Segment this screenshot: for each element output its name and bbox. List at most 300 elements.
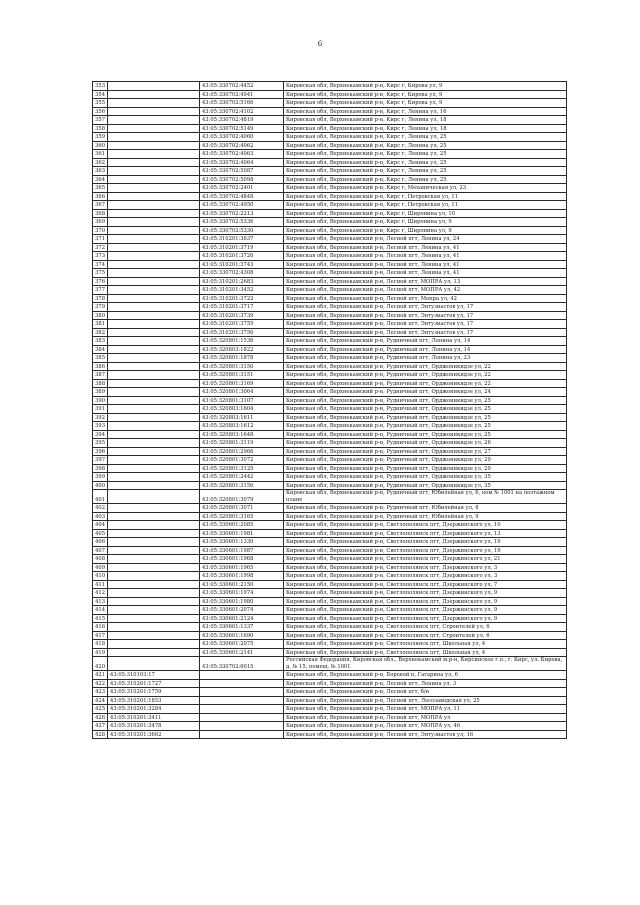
cadastral-number-a (108, 218, 200, 227)
cadastral-number-b: 43:05:330702:4848 (200, 192, 284, 201)
cadastral-number-b: 43:05:310201:3717 (200, 303, 284, 312)
table-row (93, 150, 567, 159)
table-row (93, 679, 567, 688)
cadastral-number-b: 43:05:310201:3637 (200, 235, 284, 244)
cadastral-number-a (108, 124, 200, 133)
address-cell: Кировская обл, Верхнекамский р-н, Кирс г, Ленина ул, 18 (284, 116, 567, 125)
cadastral-number-b: 43:05:310201:3743 (200, 260, 284, 269)
row-number: 402 (93, 504, 108, 513)
cadastral-number-b: 43:05:310201:3726 (200, 252, 284, 261)
address-cell: Кировская обл, Верхнекамский р-н, Светлополянск пгт, Дзержинского ул, 9 (284, 614, 567, 623)
table-row (93, 529, 567, 538)
address-cell: Кировская обл, Верхнекамский р-н, Рудничный пгт, Орджоникидзе ул, 26 (284, 439, 567, 448)
cadastral-number-a (108, 201, 200, 210)
cadastral-number-a (108, 226, 200, 235)
cadastral-number-b: 43:05:310201:2683 (200, 277, 284, 286)
cadastral-number-b (200, 722, 284, 731)
row-number: 372 (93, 243, 108, 252)
cadastral-number-a (108, 133, 200, 142)
cadastral-number-a (108, 269, 200, 278)
row-number: 369 (93, 218, 108, 227)
cadastral-number-a (108, 107, 200, 116)
cadastral-number-a: 43:05:310103:17 (108, 671, 200, 680)
row-number: 380 (93, 311, 108, 320)
row-number: 379 (93, 303, 108, 312)
table-row (93, 116, 567, 125)
cadastral-number-b (200, 671, 284, 680)
table-row (93, 107, 567, 116)
table-row (93, 252, 567, 261)
cadastral-number-b: 43:05:330601:2150 (200, 580, 284, 589)
table-row (93, 597, 567, 606)
table-row (93, 345, 567, 354)
cadastral-number-a (108, 192, 200, 201)
table-row (93, 175, 567, 184)
cadastral-number-a (108, 456, 200, 465)
table-row (93, 521, 567, 530)
cadastral-number-b: 43:05:330702:5149 (200, 124, 284, 133)
table-row (93, 422, 567, 431)
cadastral-number-b: 43:05:320801:3064 (200, 388, 284, 397)
cadastral-number-a (108, 606, 200, 615)
address-cell: Кировская обл, Верхнекамский р-н, Кирс г, Ленина ул, 25 (284, 175, 567, 184)
row-number: 408 (93, 555, 108, 564)
address-cell: Российская Федерация, Кировская обл., Верхнекамский м.р-н, Кирсинское г.п., г. Кирс, ул. Кирова, д. № 15, помещ. № 1001 (284, 657, 567, 671)
address-cell: Кировская обл, Верхнекамский р-н, Кирс г, Широнина ул, 9 (284, 226, 567, 235)
row-number: 419 (93, 648, 108, 657)
cadastral-number-a (108, 235, 200, 244)
cadastral-number-a (108, 538, 200, 547)
table-row (93, 328, 567, 337)
address-cell: Кировская обл, Верхнекамский р-н, Рудничный пгт, Орджоникидзе ул, 22 (284, 362, 567, 371)
row-number: 415 (93, 614, 108, 623)
table-row (93, 713, 567, 722)
table-row (93, 311, 567, 320)
cadastral-number-b (200, 713, 284, 722)
row-number: 375 (93, 269, 108, 278)
table-row (93, 538, 567, 547)
address-cell: Кировская обл, Верхнекамский р-н, Светлополянск пгт, Дзержинского ул, 3 (284, 572, 567, 581)
row-number: 359 (93, 133, 108, 142)
table-row (93, 124, 567, 133)
cadastral-number-b: 43:05:330702:5330 (200, 226, 284, 235)
cadastral-number-b: 43:05:330702:6015 (200, 657, 284, 671)
row-number: 393 (93, 422, 108, 431)
address-cell: Кировская обл, Верхнекамский р-н, Рудничный пгт, Юбилейная ул, 9 (284, 512, 567, 521)
address-cell: Кировская обл, Верхнекамский р-н, Лесной пгт, Ленина ул, 24 (284, 235, 567, 244)
address-cell: Кировская обл, Верхнекамский р-н, Рудничный пгт, Орджоникидзе ул, 27 (284, 447, 567, 456)
table-row (93, 320, 567, 329)
cadastral-number-b: 43:05:330702:4064 (200, 158, 284, 167)
address-cell: Кировская обл, Верхнекамский р-н, Боровой п, Гагарина ул, 6 (284, 671, 567, 680)
cadastral-number-b (200, 679, 284, 688)
row-number: 374 (93, 260, 108, 269)
row-number: 363 (93, 167, 108, 176)
row-number: 428 (93, 730, 108, 739)
table-row (93, 243, 567, 252)
cadastral-number-b: 43:05:330702:4063 (200, 150, 284, 159)
cadastral-number-a (108, 589, 200, 598)
row-number: 405 (93, 529, 108, 538)
row-number: 400 (93, 481, 108, 490)
cadastral-number-a (108, 521, 200, 530)
row-number: 410 (93, 572, 108, 581)
address-cell: Кировская обл, Верхнекамский р-н, Рудничный пгт, Орджоникидзе ул, 25 (284, 413, 567, 422)
address-cell: Кировская обл, Верхнекамский р-н, Лесной пгт, МОПРА ул (284, 713, 567, 722)
address-cell: Кировская обл, Верхнекамский р-н, Светлополянск пгт, Дзержинского ул, 7 (284, 580, 567, 589)
cadastral-number-a (108, 82, 200, 91)
cadastral-number-a (108, 354, 200, 363)
cadastral-number-a (108, 252, 200, 261)
address-cell: Кировская обл, Верхнекамский р-н, Лесной пгт, Ленина ул, 41 (284, 269, 567, 278)
row-number: 396 (93, 447, 108, 456)
table-row (93, 354, 567, 363)
cadastral-number-a (108, 184, 200, 193)
row-number: 395 (93, 439, 108, 448)
row-number: 394 (93, 430, 108, 439)
table-row (93, 730, 567, 739)
cadastral-number-a (108, 555, 200, 564)
row-number: 411 (93, 580, 108, 589)
table-row (93, 572, 567, 581)
table-row (93, 481, 567, 490)
cadastral-number-a (108, 580, 200, 589)
table-row (93, 226, 567, 235)
cadastral-number-b: 43:05:320803:1822 (200, 345, 284, 354)
cadastral-number-b: 43:05:330601:2074 (200, 606, 284, 615)
row-number: 392 (93, 413, 108, 422)
row-number: 391 (93, 405, 108, 414)
cadastral-number-a (108, 546, 200, 555)
cadastral-number-b: 43:05:330601:1981 (200, 529, 284, 538)
cadastral-number-a (108, 504, 200, 513)
row-number: 424 (93, 696, 108, 705)
address-cell: Кировская обл, Верхнекамский р-н, Кирс г, Ленина ул, 25 (284, 167, 567, 176)
cadastral-number-b: 43:05:330601:2124 (200, 614, 284, 623)
cadastral-number-b: 43:05:310201:3719 (200, 243, 284, 252)
cadastral-number-a (108, 623, 200, 632)
cadastral-number-b: 43:05:320801:1536 (200, 337, 284, 346)
address-cell: Кировская обл, Верхнекамский р-н, Светлополянск пгт, Дзержинского ул, 9 (284, 606, 567, 615)
cadastral-number-b: 43:05:310201:3739 (200, 311, 284, 320)
table-row (93, 158, 567, 167)
cadastral-number-b: 43:05:320803:1612 (200, 422, 284, 431)
table-row (93, 640, 567, 649)
cadastral-number-a (108, 150, 200, 159)
row-number: 397 (93, 456, 108, 465)
address-cell: Кировская обл, Верхнекамский р-н, Лесной пгт, Ленина ул, 3 (284, 679, 567, 688)
address-cell: Кировская обл, Верхнекамский р-н, Лесной пгт, Ленина ул, 41 (284, 252, 567, 261)
table-row (93, 546, 567, 555)
cadastral-number-a (108, 379, 200, 388)
address-cell: Кировская обл, Верхнекамский р-н, Кирс г, Петровская ул, 11 (284, 201, 567, 210)
table-row (93, 192, 567, 201)
table-row (93, 464, 567, 473)
address-cell: Кировская обл, Верхнекамский р-н, Лесной пгт, МОПРА ул, 11 (284, 705, 567, 714)
row-number: 381 (93, 320, 108, 329)
cadastral-number-a: 43:05:310201:3284 (108, 705, 200, 714)
cadastral-number-b: 43:05:330601:1980 (200, 597, 284, 606)
cadastral-number-a (108, 422, 200, 431)
table-row (93, 657, 567, 671)
cadastral-number-a (108, 311, 200, 320)
address-cell: Кировская обл, Верхнекамский р-н, Кирс г, Ленина ул, 18 (284, 124, 567, 133)
address-cell: Кировская обл, Верхнекамский р-н, Рудничный пгт, Орджоникидзе ул, 35 (284, 481, 567, 490)
cadastral-number-a: 43:05:310201:1853 (108, 696, 200, 705)
table-row (93, 456, 567, 465)
address-cell: Кировская обл, Верхнекамский р-н, Кирс г, Ленина ул, 25 (284, 158, 567, 167)
table-row (93, 671, 567, 680)
table-row (93, 648, 567, 657)
cadastral-number-b: 43:05:320801:3071 (200, 504, 284, 513)
row-number: 353 (93, 82, 108, 91)
table-row (93, 430, 567, 439)
address-cell: Кировская обл, Верхнекамский р-н, Светлополянск пгт, Школьная ул, 4 (284, 648, 567, 657)
address-cell: Кировская обл, Верхнекамский р-н, Лесной пгт, Энтузиастов ул, 17 (284, 320, 567, 329)
address-cell: Кировская обл, Верхнекамский р-н, Кирс г, Широнина ул, 10 (284, 209, 567, 218)
address-cell: Кировская обл, Верхнекамский р-н, Кирс г, Ленина ул, 25 (284, 150, 567, 159)
row-number: 360 (93, 141, 108, 150)
cadastral-number-b: 43:05:320801:3151 (200, 371, 284, 380)
table-row (93, 362, 567, 371)
row-number: 399 (93, 473, 108, 482)
cadastral-number-a (108, 209, 200, 218)
cadastral-number-a: 43:05:310201:3478 (108, 722, 200, 731)
address-cell: Кировская обл, Верхнекамский р-н, Рудничный пгт, Ленина ул, 14 (284, 345, 567, 354)
row-number: 365 (93, 184, 108, 193)
table-row (93, 447, 567, 456)
cadastral-number-a (108, 277, 200, 286)
table-row (93, 277, 567, 286)
table-row (93, 99, 567, 108)
cadastral-number-b: 43:05:320801:3169 (200, 379, 284, 388)
row-number: 377 (93, 286, 108, 295)
address-cell: Кировская обл, Верхнекамский р-н, Светлополянск пгт, Дзержинского ул, 19 (284, 538, 567, 547)
cadastral-number-b: 43:05:330702:2213 (200, 209, 284, 218)
cadastral-number-a (108, 563, 200, 572)
cadastral-number-a (108, 99, 200, 108)
row-number: 368 (93, 209, 108, 218)
row-number: 420 (93, 657, 108, 671)
cadastral-number-b: 43:05:330702:5336 (200, 218, 284, 227)
registry-body (93, 82, 567, 739)
cadastral-number-b: 43:05:320801:2966 (200, 447, 284, 456)
row-number: 386 (93, 362, 108, 371)
cadastral-number-b: 43:05:320801:3125 (200, 464, 284, 473)
address-cell: Кировская обл, Верхнекамский р-н, Лесной пгт, Энтузиастов ул, 17 (284, 303, 567, 312)
cadastral-number-a (108, 430, 200, 439)
cadastral-number-a (108, 158, 200, 167)
cadastral-number-a (108, 328, 200, 337)
row-number: 416 (93, 623, 108, 632)
address-cell: Кировская обл, Верхнекамский р-н, Рудничный пгт, Ленина ул, 23 (284, 354, 567, 363)
address-cell: Кировская обл, Верхнекамский р-н, Рудничный пгт, Орджоникидзе ул, 25 (284, 430, 567, 439)
address-cell: Кировская обл, Верхнекамский р-н, Рудничный пгт, Орджоникидзе ул, 35 (284, 473, 567, 482)
address-cell: Кировская обл, Верхнекамский р-н, Рудничный пгт, Орджоникидзе ул, 22 (284, 379, 567, 388)
table-row (93, 184, 567, 193)
cadastral-number-a (108, 631, 200, 640)
table-row (93, 589, 567, 598)
row-number: 373 (93, 252, 108, 261)
row-number: 401 (93, 490, 108, 504)
table-row (93, 371, 567, 380)
cadastral-number-b: 43:05:310201:3755 (200, 320, 284, 329)
address-cell: Кировская обл, Верхнекамский р-н, Светлополянск пгт, Дзержинского ул, 21 (284, 555, 567, 564)
row-number: 387 (93, 371, 108, 380)
cadastral-number-a (108, 413, 200, 422)
cadastral-number-a: 43:05:310201:3411 (108, 713, 200, 722)
address-cell: Кировская обл, Верхнекамский р-н, Светлополянск пгт, Дзержинского ул, 19 (284, 546, 567, 555)
row-number: 389 (93, 388, 108, 397)
address-cell: Кировская обл, Верхнекамский р-н, Рудничный пгт, Орджоникидзе ул, 25 (284, 405, 567, 414)
cadastral-number-a (108, 473, 200, 482)
cadastral-number-a (108, 243, 200, 252)
address-cell: Кировская обл, Верхнекамский р-н, Рудничный пгт, Юбилейная ул, 8 (284, 504, 567, 513)
row-number: 427 (93, 722, 108, 731)
address-cell: Кировская обл, Верхнекамский р-н, Лесной пгт, Энтузиастов ул, 17 (284, 328, 567, 337)
row-number: 398 (93, 464, 108, 473)
address-cell: Кировская обл, Верхнекамский р-н, Лесной пгт, Лесозаводская ул, 25 (284, 696, 567, 705)
cadastral-number-b: 43:05:330601:1337 (200, 623, 284, 632)
cadastral-number-a (108, 648, 200, 657)
address-cell: Кировская обл, Верхнекамский р-н, Лесной пгт, Энтузиастов ул, 16 (284, 730, 567, 739)
cadastral-number-a: 43:05:310201:1759 (108, 688, 200, 697)
table-row (93, 167, 567, 176)
cadastral-number-b (200, 730, 284, 739)
row-number: 423 (93, 688, 108, 697)
table-row (93, 555, 567, 564)
cadastral-number-b: 43:05:330601:2075 (200, 640, 284, 649)
cadastral-number-a (108, 90, 200, 99)
row-number: 403 (93, 512, 108, 521)
table-row (93, 303, 567, 312)
cadastral-number-b: 43:05:330702:4060 (200, 133, 284, 142)
table-row (93, 473, 567, 482)
cadastral-number-b: 43:05:330702:4950 (200, 201, 284, 210)
row-number: 358 (93, 124, 108, 133)
table-row (93, 705, 567, 714)
address-cell: Кировская обл, Верхнекамский р-н, Светлополянск пгт, Дзержинского ул, 13 (284, 529, 567, 538)
address-cell: Кировская обл, Верхнекамский р-н, Светлополянск пгт, Дзержинского ул, 3 (284, 563, 567, 572)
cadastral-number-a: 43:05:310201:1727 (108, 679, 200, 688)
table-row (93, 563, 567, 572)
address-cell: Кировская обл, Верхнекамский р-н, Рудничный пгт, Орджоникидзе ул, 24 (284, 388, 567, 397)
row-number: 390 (93, 396, 108, 405)
cadastral-number-a (108, 572, 200, 581)
cadastral-number-b: 43:05:320803:1648 (200, 430, 284, 439)
cadastral-number-b: 43:05:320801:3156 (200, 481, 284, 490)
cadastral-number-b: 43:05:330702:4102 (200, 107, 284, 116)
table-row (93, 696, 567, 705)
row-number: 388 (93, 379, 108, 388)
address-cell: Кировская обл, Верхнекамский р-н, Лесной пгт, МОПРА ул, 46 (284, 722, 567, 731)
row-number: 421 (93, 671, 108, 680)
address-cell: Кировская обл, Верхнекамский р-н, Кирс г, Ленина ул, 25 (284, 141, 567, 150)
cadastral-number-a (108, 597, 200, 606)
cadastral-number-b: 43:05:330702:4941 (200, 90, 284, 99)
row-number: 414 (93, 606, 108, 615)
address-cell: Кировская обл, Верхнекамский р-н, Кирс г, Кирова ул, 9 (284, 90, 567, 99)
row-number: 362 (93, 158, 108, 167)
row-number: 409 (93, 563, 108, 572)
table-row (93, 269, 567, 278)
row-number: 366 (93, 192, 108, 201)
address-cell: Кировская обл, Верхнекамский р-н, Лесной пгт, б/н (284, 688, 567, 697)
address-cell: Кировская обл, Верхнекамский р-н, Светлополянск пгт, Школьная ул, 4 (284, 640, 567, 649)
row-number: 367 (93, 201, 108, 210)
table-row (93, 337, 567, 346)
row-number: 426 (93, 713, 108, 722)
cadastral-number-b: 43:05:320801:3079 (200, 490, 284, 504)
row-number: 384 (93, 345, 108, 354)
cadastral-number-b: 43:05:330601:1974 (200, 589, 284, 598)
row-number: 422 (93, 679, 108, 688)
cadastral-number-a (108, 614, 200, 623)
address-cell: Кировская обл, Верхнекамский р-н, Светлополянск пгт, Строителей ул, 6 (284, 623, 567, 632)
cadastral-number-a (108, 320, 200, 329)
table-row (93, 201, 567, 210)
address-cell: Кировская обл, Верхнекамский р-н, Светлополянск пгт, Дзержинского ул, 9 (284, 589, 567, 598)
cadastral-number-b: 43:05:320801:3107 (200, 396, 284, 405)
cadastral-number-b: 43:05:320801:2442 (200, 473, 284, 482)
table-row (93, 260, 567, 269)
address-cell: Кировская обл, Верхнекамский р-н, Лесной пгт, Мопра ул, 42 (284, 294, 567, 303)
table-row (93, 218, 567, 227)
address-cell: Кировская обл, Верхнекамский р-н, Кирс г, Механическая ул, 23 (284, 184, 567, 193)
cadastral-number-b: 43:05:330601:2141 (200, 648, 284, 657)
cadastral-number-a (108, 640, 200, 649)
cadastral-number-a (108, 345, 200, 354)
row-number: 356 (93, 107, 108, 116)
row-number: 364 (93, 175, 108, 184)
cadastral-number-a (108, 175, 200, 184)
cadastral-number-a (108, 512, 200, 521)
table-row (93, 722, 567, 731)
address-cell: Кировская обл, Верхнекамский р-н, Лесной пгт, Энтузиастов ул, 17 (284, 311, 567, 320)
table-row (93, 141, 567, 150)
cadastral-number-a (108, 167, 200, 176)
cadastral-number-b: 43:05:320801:3072 (200, 456, 284, 465)
cadastral-number-b: 43:05:330601:1987 (200, 546, 284, 555)
cadastral-number-a (108, 141, 200, 150)
row-number: 354 (93, 90, 108, 99)
row-number: 417 (93, 631, 108, 640)
table-row (93, 294, 567, 303)
table-row (93, 209, 567, 218)
table-row (93, 90, 567, 99)
cadastral-number-a (108, 116, 200, 125)
table-row (93, 631, 567, 640)
row-number: 378 (93, 294, 108, 303)
row-number: 357 (93, 116, 108, 125)
cadastral-number-a (108, 294, 200, 303)
cadastral-number-a (108, 371, 200, 380)
address-cell: Кировская обл, Верхнекамский р-н, Рудничный пгт, Орджоникидзе ул, 29 (284, 456, 567, 465)
row-number: 370 (93, 226, 108, 235)
table-row (93, 379, 567, 388)
address-cell: Кировская обл, Верхнекамский р-н, Кирс г, Ленина ул, 16 (284, 107, 567, 116)
cadastral-number-b: 43:05:310201:3722 (200, 294, 284, 303)
address-cell: Кировская обл, Верхнекамский р-н, Лесной пгт, Ленина ул, 41 (284, 260, 567, 269)
row-number: 361 (93, 150, 108, 159)
table-row (93, 512, 567, 521)
cadastral-number-b: 43:05:320801:1878 (200, 354, 284, 363)
address-cell: Кировская обл, Верхнекамский р-н, Рудничный пгт, Юбилейная ул, 6, пом № 1001 на поэтажном плане (284, 490, 567, 504)
table-row (93, 580, 567, 589)
address-cell: Кировская обл, Верхнекамский р-н, Рудничный пгт, Орджоникидзе ул, 25 (284, 396, 567, 405)
cadastral-number-a (108, 303, 200, 312)
table-row (93, 623, 567, 632)
